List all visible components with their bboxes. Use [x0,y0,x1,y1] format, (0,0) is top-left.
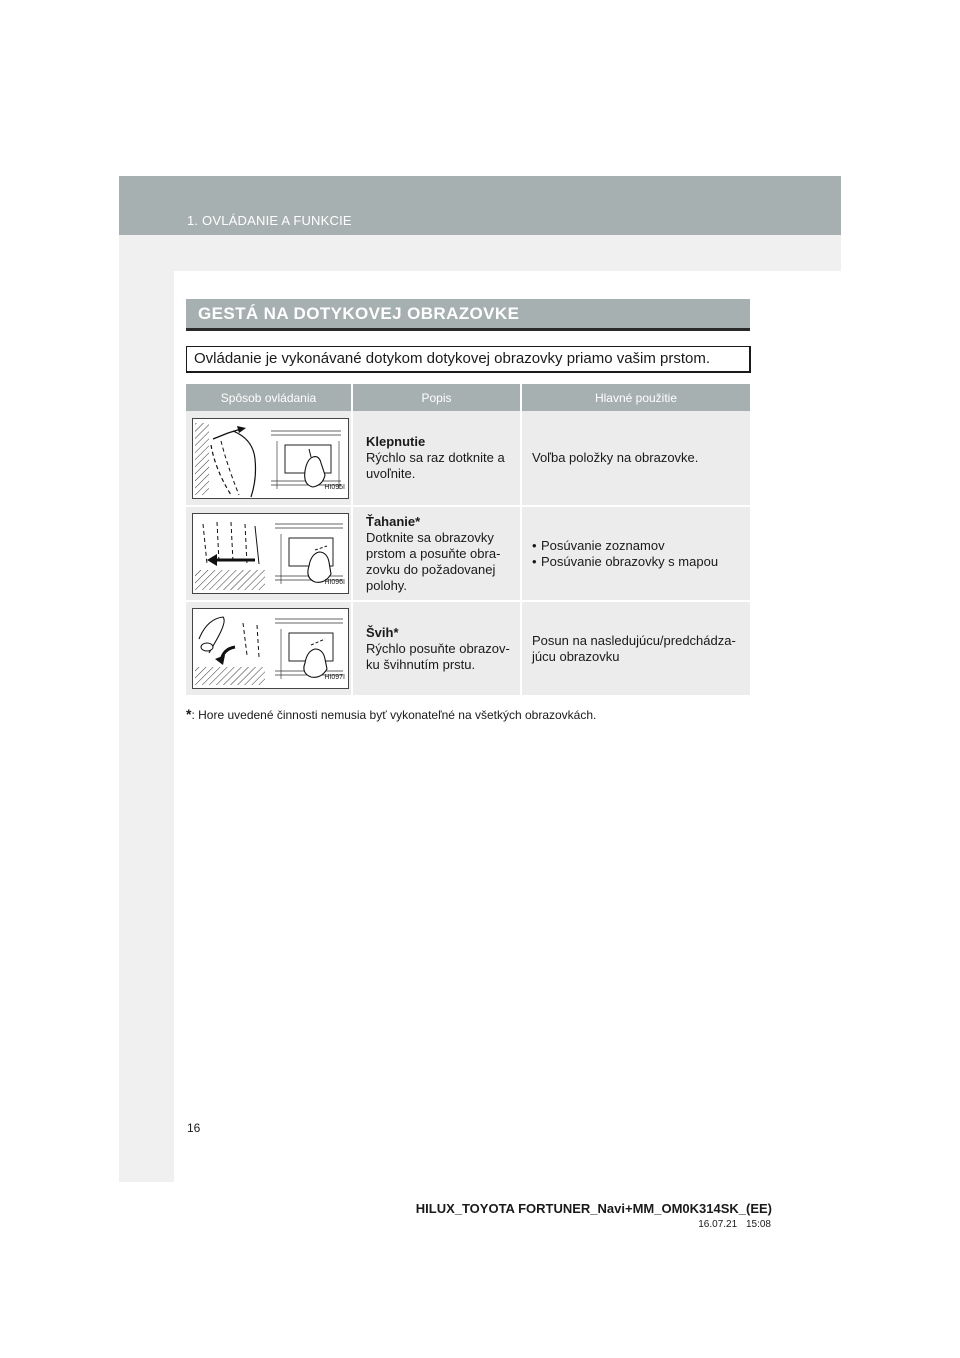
document-time: 15:08 [745,1219,771,1230]
footnote-marker: * [186,706,192,722]
footnote-text: : Hore uvedené činnosti nemusia byť vykonateľné na všetkých obrazovkách. [191,708,597,722]
cell-description [352,411,521,506]
chapter-title: 1. OVLÁDANIE A FUNKCIE [187,213,352,228]
gesture-description: Dotknite sa obrazovky prstom a posuňte obra-zovku do požadovanej polohy. [366,529,501,593]
table-row-flick [186,601,750,696]
cell-main-use [521,601,750,696]
illustration-code: HI095I [324,483,345,491]
cell-illustration [186,601,352,696]
cell-illustration [186,411,352,506]
section-title: GESTÁ NA DOTYKOVEJ OBRAZOVKE [186,299,750,331]
gesture-description: Rýchlo sa raz dotknite a uvoľnite. [366,450,505,481]
gesture-name: Klepnutie [366,434,426,449]
illustration-code: HI096I [324,579,345,586]
cell-main-use [521,506,750,601]
list-item: • Posúvanie zoznamov [532,538,742,554]
table-header-row [186,384,750,411]
gesture-name: Švih* [366,624,399,640]
flick-gesture-illustration [192,608,349,689]
header-main-use: Hlavné použitie [521,384,750,411]
header-description: Popis [352,384,521,411]
intro-text: Ovládanie je vykonávané dotykom dotykovej obrazovky priamo vašim prstom. [186,346,751,373]
document-id: HILUX_TOYOTA FORTUNER_Navi+MM_OM0K314SK_(EE) [415,1201,772,1216]
page-number: 16 [187,1121,201,1135]
table-row-drag [186,506,750,601]
gesture-use: Voľba položky na obrazovke. [532,450,699,465]
document-date: 16.07.21 [698,1219,738,1230]
tap-gesture-illustration [192,418,349,499]
cell-description [352,506,521,601]
table-row-tap [186,411,750,506]
cell-description [352,601,521,696]
illustration-code: HI097I [324,674,345,681]
gesture-description: Rýchlo posuňte obrazov-ku švihnutím prstu. [366,640,510,672]
gesture-name: Ťahanie* [366,513,421,529]
header-method: Spôsob ovládania [186,384,352,411]
gesture-use: Posun na nasledujúcu/predchádza-júcu obrazovku [532,632,736,664]
gestures-table [186,384,750,697]
gesture-uses-list [532,538,742,570]
document-timestamp [698,1219,771,1230]
drag-gesture-illustration [192,513,349,594]
footnote [186,706,596,722]
cell-illustration [186,506,352,601]
list-item: • Posúvanie obrazovky s mapou [532,554,742,570]
cell-main-use [521,411,750,506]
